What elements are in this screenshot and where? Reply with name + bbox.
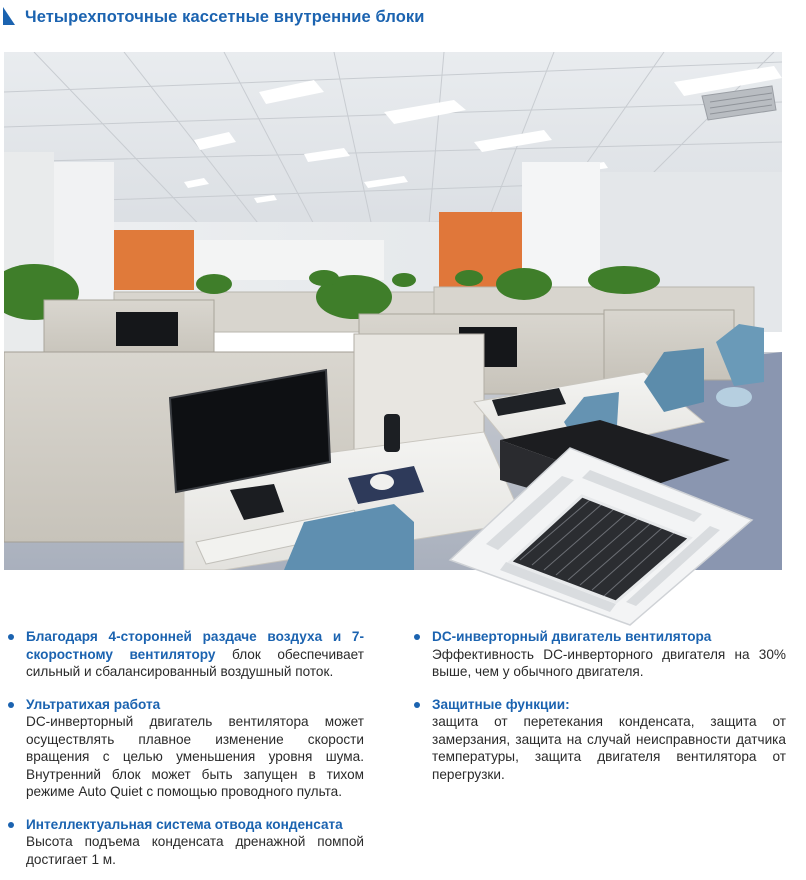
feature-title: DC-инверторный двигатель вентилятора [432,629,712,644]
feature-title: Защитные функции: [432,696,570,712]
feature-title: Интеллектуальная система отвода конденсата [26,816,343,832]
feature-item [414,628,786,681]
feature-text: защита от перетекания конденсата, защита от замерзания, защита на случай неисправности датчика температуры, защита двигателя вентилятора от перегрузки. [432,714,786,782]
header-triangle-mark [3,7,15,25]
page-title: Четырехпоточные кассетные внутренние блоки [25,8,425,26]
bullet-icon [414,702,420,708]
feature-item [8,696,364,801]
feature-item [8,628,364,681]
feature-item [414,696,786,784]
feature-text: Высота подъема конденсата дренажной помпой достигает 1 м. [26,834,364,867]
features-right-column [414,628,786,798]
bullet-icon [414,634,420,640]
features-section [0,628,806,880]
feature-text: блок обеспечивает сильный и сбалансированный воздушный поток. [26,646,365,679]
feature-text: DC-инверторный двигатель вентилятора может осуществлять плавное изменение скорости вращения с целью уменьшения уровня шума. Внутренний блок может быть запущен в тихом режиме Auto Quiet с помощью проводного пульта. [26,714,364,799]
features-left-column [8,628,364,880]
bullet-icon [8,822,14,828]
bullet-icon [8,634,14,640]
feature-title: Ультратихая работа [26,696,161,712]
feature-text: Эффективность DC-инверторного двигателя на 30% выше, чем у обычного двигателя. [432,646,786,679]
feature-item [8,816,364,869]
page-header [0,0,806,40]
bullet-icon [8,702,14,708]
feature-title: Благодаря 4-сторонней раздаче воздуха и 7-скоростному вентилятору [26,629,364,662]
cassette-unit-image [440,420,760,630]
